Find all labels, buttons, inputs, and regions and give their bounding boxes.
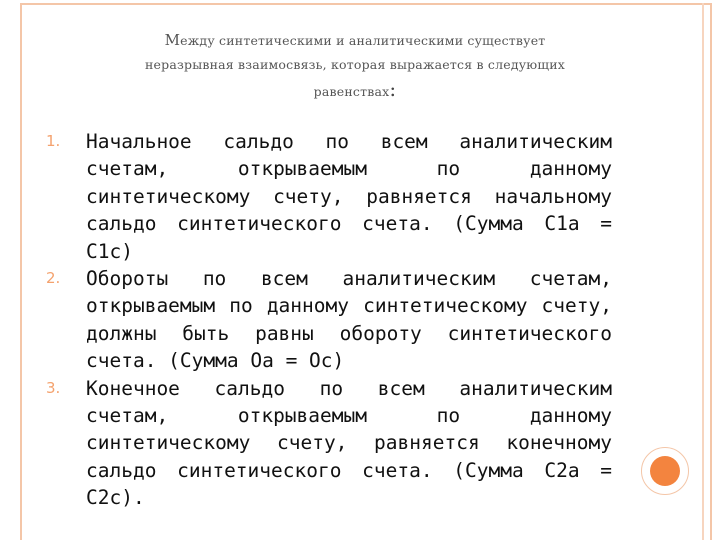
list-item-text: Конечное сальдо по всем аналитическим счетам, открываемым по данному синтетическому счету, равняется конечному сальдо синтетического счета. (Сумма С2а = С2с). (86, 376, 612, 510)
title-line-3 (40, 77, 670, 104)
slide-title (40, 28, 670, 104)
title-line-2: неразрывная взаимосвязь, которая выражается в следующих (145, 57, 565, 72)
decorative-orange-circle (650, 456, 680, 486)
title-colon: : (389, 77, 397, 101)
equalities-list (46, 128, 612, 512)
title-initial-letter: М (164, 31, 181, 49)
list-item (46, 265, 612, 375)
list-item-text: Начальное сальдо по всем аналитическим счетам, открываемым по данному синтетическому счету, равняется начальному сальдо синтетического счета. (Сумма С1а = С1с) (86, 130, 612, 263)
title-line-3-text: равенствах (313, 84, 390, 99)
list-item (46, 375, 612, 512)
list-item-number: 2. (46, 269, 61, 288)
title-line-1-text: ежду синтетическими и аналитическими существует (180, 33, 546, 48)
list-item (46, 128, 612, 265)
list-item-number: 1. (46, 132, 61, 150)
list-item-text: Обороты по всем аналитическим счетам, открываемым по данному синтетическому счету, должны быть равны обороту синтетического счета. (Сумма Оа = Ос) (86, 267, 612, 373)
slide-frame-right-edge (702, 3, 704, 540)
list-item-number: 3. (46, 378, 61, 397)
title-line-1 (40, 28, 670, 53)
